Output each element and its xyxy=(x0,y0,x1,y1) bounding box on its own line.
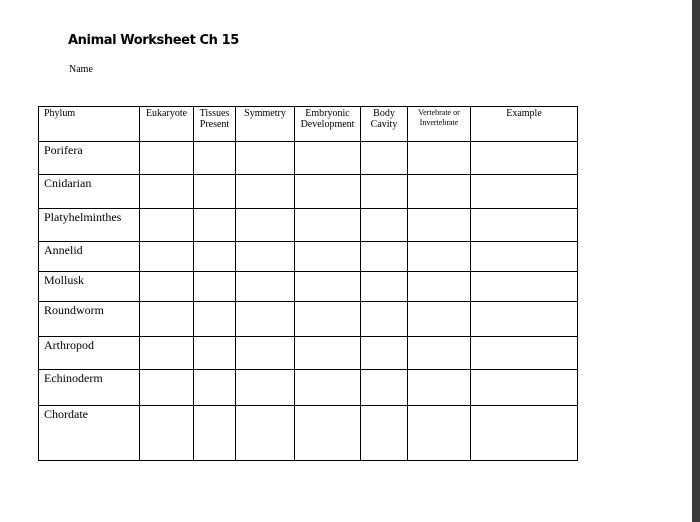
answer-cell[interactable] xyxy=(140,142,194,175)
answer-cell[interactable] xyxy=(471,406,578,461)
answer-cell[interactable] xyxy=(361,175,408,209)
answer-cell[interactable] xyxy=(471,337,578,370)
answer-cell[interactable] xyxy=(295,406,361,461)
phylum-cell: Echinoderm xyxy=(39,370,140,406)
header-tissues-present: Tissues Present xyxy=(194,107,236,142)
answer-cell[interactable] xyxy=(408,142,471,175)
answer-cell[interactable] xyxy=(236,242,295,272)
answer-cell[interactable] xyxy=(140,302,194,337)
answer-cell[interactable] xyxy=(408,406,471,461)
table-row xyxy=(39,272,578,302)
answer-cell[interactable] xyxy=(236,142,295,175)
answer-cell[interactable] xyxy=(408,272,471,302)
header-body-cavity: Body Cavity xyxy=(361,107,408,142)
answer-cell[interactable] xyxy=(408,209,471,242)
answer-cell[interactable] xyxy=(140,209,194,242)
phylum-cell: Mollusk xyxy=(39,272,140,302)
answer-cell[interactable] xyxy=(471,302,578,337)
answer-cell[interactable] xyxy=(194,370,236,406)
table-row xyxy=(39,370,578,406)
table-row xyxy=(39,406,578,461)
answer-cell[interactable] xyxy=(236,272,295,302)
answer-cell[interactable] xyxy=(140,175,194,209)
header-eukaryote: Eukaryote xyxy=(140,107,194,142)
answer-cell[interactable] xyxy=(194,175,236,209)
answer-cell[interactable] xyxy=(361,337,408,370)
answer-cell[interactable] xyxy=(408,337,471,370)
answer-cell[interactable] xyxy=(236,406,295,461)
answer-cell[interactable] xyxy=(295,142,361,175)
answer-cell[interactable] xyxy=(295,370,361,406)
answer-cell[interactable] xyxy=(140,370,194,406)
answer-cell[interactable] xyxy=(194,337,236,370)
answer-cell[interactable] xyxy=(408,302,471,337)
answer-cell[interactable] xyxy=(194,242,236,272)
header-vertebrate-or-invertebrate: Vertebrate or Invertebrate xyxy=(408,107,471,142)
answer-cell[interactable] xyxy=(408,242,471,272)
worksheet-table xyxy=(38,106,578,461)
answer-cell[interactable] xyxy=(236,370,295,406)
answer-cell[interactable] xyxy=(471,242,578,272)
table-row xyxy=(39,242,578,272)
table-row xyxy=(39,337,578,370)
name-label: Name xyxy=(69,64,93,75)
answer-cell[interactable] xyxy=(236,302,295,337)
table-row xyxy=(39,209,578,242)
answer-cell[interactable] xyxy=(408,370,471,406)
header-symmetry: Symmetry xyxy=(236,107,295,142)
answer-cell[interactable] xyxy=(194,272,236,302)
viewer-edge xyxy=(692,0,700,522)
answer-cell[interactable] xyxy=(295,175,361,209)
answer-cell[interactable] xyxy=(361,370,408,406)
answer-cell[interactable] xyxy=(295,337,361,370)
answer-cell[interactable] xyxy=(471,175,578,209)
answer-cell[interactable] xyxy=(361,209,408,242)
phylum-cell: Platyhelminthes xyxy=(39,209,140,242)
answer-cell[interactable] xyxy=(194,406,236,461)
answer-cell[interactable] xyxy=(194,209,236,242)
answer-cell[interactable] xyxy=(471,209,578,242)
phylum-cell: Chordate xyxy=(39,406,140,461)
answer-cell[interactable] xyxy=(361,302,408,337)
header-example: Example xyxy=(471,107,578,142)
answer-cell[interactable] xyxy=(361,242,408,272)
phylum-cell: Porifera xyxy=(39,142,140,175)
answer-cell[interactable] xyxy=(295,272,361,302)
answer-cell[interactable] xyxy=(361,406,408,461)
worksheet-title: Animal Worksheet Ch 15 xyxy=(68,33,239,48)
answer-cell[interactable] xyxy=(194,142,236,175)
answer-cell[interactable] xyxy=(140,406,194,461)
answer-cell[interactable] xyxy=(361,272,408,302)
answer-cell[interactable] xyxy=(408,175,471,209)
answer-cell[interactable] xyxy=(140,337,194,370)
answer-cell[interactable] xyxy=(194,302,236,337)
answer-cell[interactable] xyxy=(295,209,361,242)
answer-cell[interactable] xyxy=(140,242,194,272)
table-row xyxy=(39,142,578,175)
answer-cell[interactable] xyxy=(471,272,578,302)
header-embryonic-development: Embryonic Development xyxy=(295,107,361,142)
answer-cell[interactable] xyxy=(236,337,295,370)
phylum-cell: Roundworm xyxy=(39,302,140,337)
phylum-cell: Annelid xyxy=(39,242,140,272)
phylum-cell: Cnidarian xyxy=(39,175,140,209)
phylum-cell: Arthropod xyxy=(39,337,140,370)
answer-cell[interactable] xyxy=(471,370,578,406)
header-phylum: Phylum xyxy=(39,107,140,142)
answer-cell[interactable] xyxy=(361,142,408,175)
answer-cell[interactable] xyxy=(236,209,295,242)
answer-cell[interactable] xyxy=(140,272,194,302)
header-row xyxy=(39,107,578,142)
answer-cell[interactable] xyxy=(295,302,361,337)
table-row xyxy=(39,302,578,337)
table-row xyxy=(39,175,578,209)
answer-cell[interactable] xyxy=(236,175,295,209)
answer-cell[interactable] xyxy=(295,242,361,272)
answer-cell[interactable] xyxy=(471,142,578,175)
